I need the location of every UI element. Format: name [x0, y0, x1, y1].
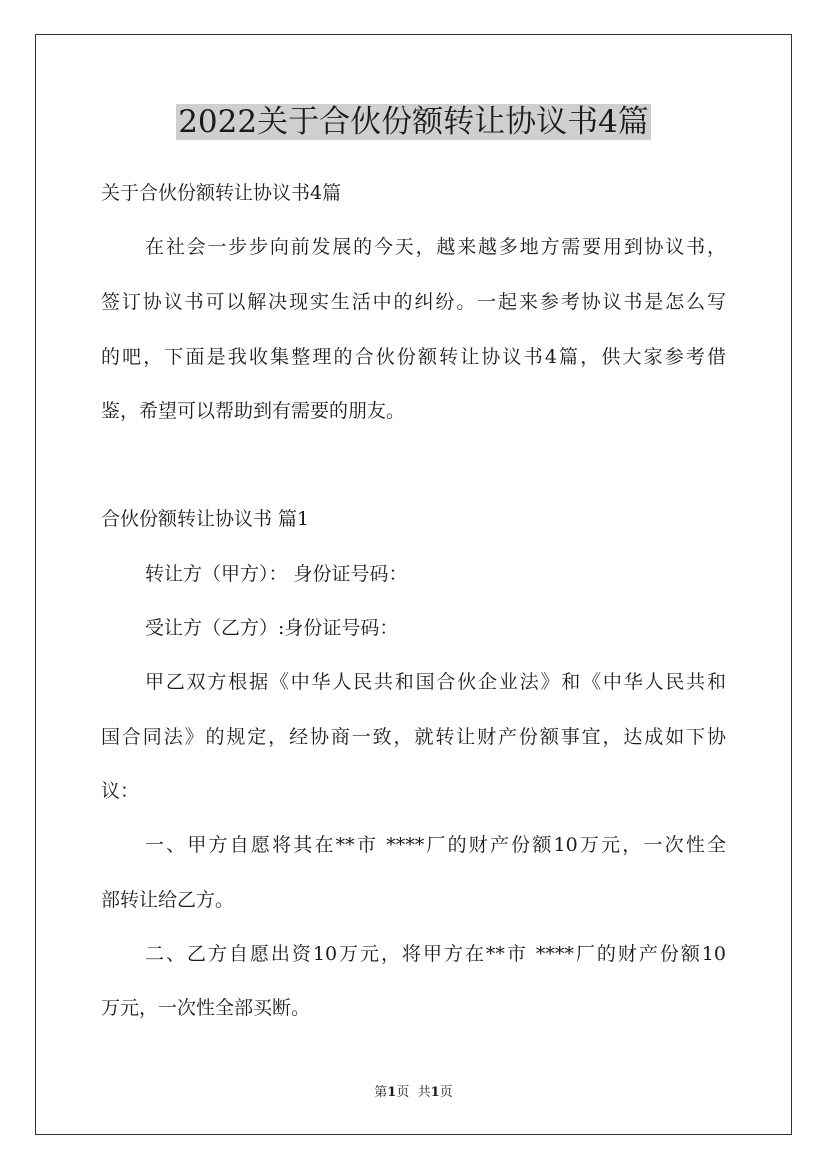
- page-footer: [0, 1084, 827, 1102]
- clause-line: 议：: [101, 780, 140, 802]
- footer-total-suffix: 页: [439, 1085, 453, 1100]
- paragraph-line: 的吧，下面是我收集整理的合伙份额转让协议书4篇，供大家参考借: [101, 346, 726, 368]
- footer-page-prefix: 第: [374, 1085, 388, 1100]
- paragraph-line: 鉴，希望可以帮助到有需要的朋友。: [101, 400, 406, 422]
- footer-total-number: 1: [430, 1085, 440, 1100]
- paragraph-line: 在社会一步步向前发展的今天，越来越多地方需要用到协议书，: [145, 236, 726, 258]
- clause-line: 部转让给乙方。: [101, 889, 235, 911]
- footer-total-prefix: 共: [417, 1085, 431, 1100]
- footer-page-suffix: 页: [396, 1085, 410, 1100]
- paragraph-line: 签订协议书可以解决现实生活中的纠纷。一起来参考协议书是怎么写: [101, 291, 726, 313]
- transferee-line: 受让方（乙方）:身份证号码：: [145, 617, 399, 639]
- clause-line: 国合同法》的规定，经协商一致，就转让财产份额事宜，达成如下协: [101, 726, 726, 748]
- section-heading: 合伙份额转让协议书 篇1: [101, 508, 310, 530]
- subtitle-line: 关于合伙份额转让协议书4篇: [101, 182, 342, 204]
- clause-line: 万元，一次性全部买断。: [101, 997, 311, 1019]
- transferor-line: 转让方（甲方）： 身份证号码：: [145, 563, 408, 585]
- clause-line: 一、甲方自愿将其在**市 ****厂的财产份额10万元，一次性全: [145, 834, 726, 856]
- clause-line: 甲乙双方根据《中华人民共和国合伙企业法》和《中华人民共和: [145, 671, 726, 693]
- clause-line: 二、乙方自愿出资10万元，将甲方在**市 ****厂的财产份额10: [145, 943, 726, 965]
- document-title-text: 2022关于合伙份额转让协议书4篇: [178, 104, 649, 140]
- footer-page-number: 1: [387, 1085, 397, 1100]
- document-title: [0, 100, 827, 144]
